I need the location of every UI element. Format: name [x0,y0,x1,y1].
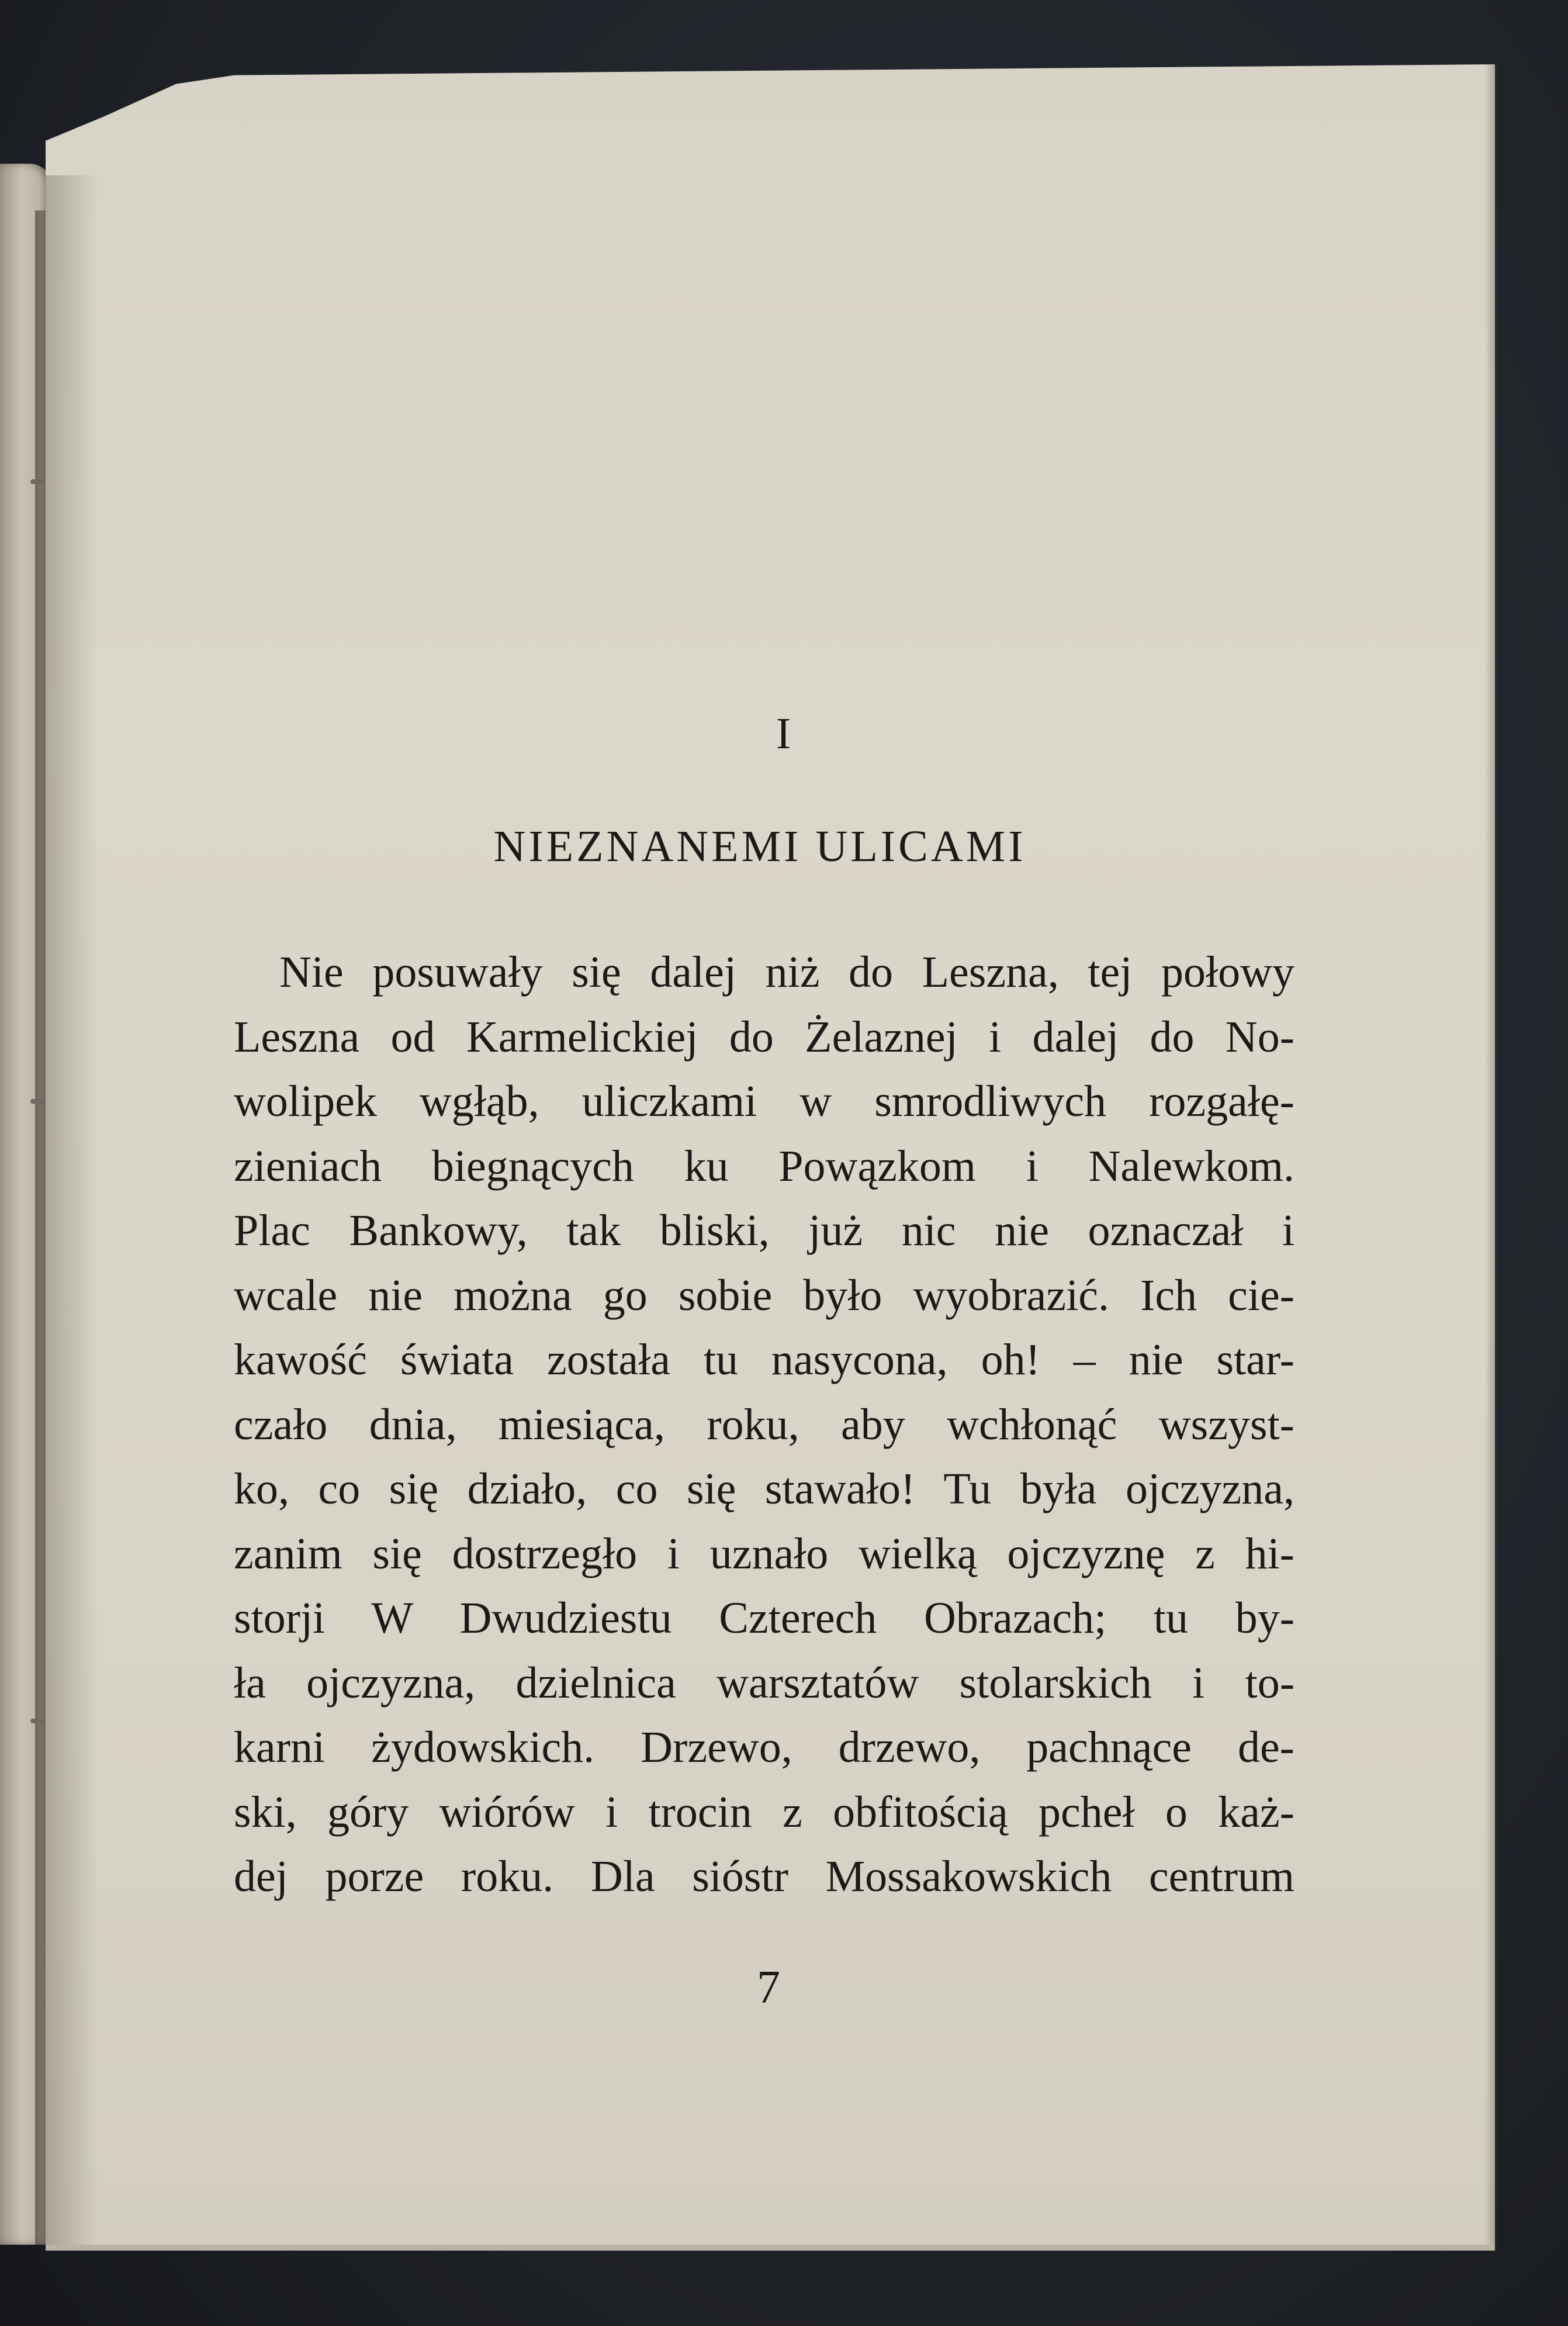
text-line: kawość świata została tu nasycona, oh! – nie star- [234,1335,1294,1384]
text-line: czało dnia, miesiąca, roku, aby wchłonąć wszyst- [234,1399,1294,1449]
binding-stitch [30,1099,46,1104]
text-line: Nie posuwały się dalej niż do Leszna, tej połowy [279,948,1294,997]
binding-stitch [30,479,46,484]
text-line: ła ojczyzna, dzielnica warsztatów stolarskich i to- [234,1658,1294,1708]
page-edge-shade [1484,64,1497,2248]
text-line: zanim się dostrzegło i uznało wielką ojczyznę z hi- [234,1529,1294,1578]
text-line: wcale nie można go sobie było wyobrazić. Ich cie- [234,1270,1294,1320]
text-line: wolipek wgłąb, uliczkami w smrodliwych rozgałę- [234,1077,1294,1126]
chapter-number: I [776,709,792,758]
text-line: ski, góry wiórów i trocin z obfitością pcheł o każ- [234,1787,1294,1837]
text-line: dej porze roku. Dla sióstr Mossakowskich centrum [234,1852,1294,1901]
text-line: ko, co się działo, co się stawało! Tu była ojczyzna, [234,1464,1294,1513]
binding-stitch [30,1719,46,1723]
chapter-title: NIEZNANEMI ULICAMI [493,822,1026,871]
text-line: zieniach biegnących ku Powązkom i Nalewkom. [234,1141,1294,1191]
text-line: storji W Dwudziestu Czterech Obrazach; tu by- [234,1594,1294,1643]
text-line: Leszna od Karmelickiej do Żelaznej i dalej do No- [234,1012,1294,1062]
page-number: 7 [757,1962,780,2013]
body-text [234,940,1294,1909]
text-line: karni żydowskich. Drzewo, drzewo, pachnące de- [234,1723,1294,1772]
page-gutter-shade [46,175,98,2248]
page-bottom-edge [46,2245,1495,2251]
text-line: Plac Bankowy, tak bliski, już nic nie oznaczał i [234,1206,1294,1255]
